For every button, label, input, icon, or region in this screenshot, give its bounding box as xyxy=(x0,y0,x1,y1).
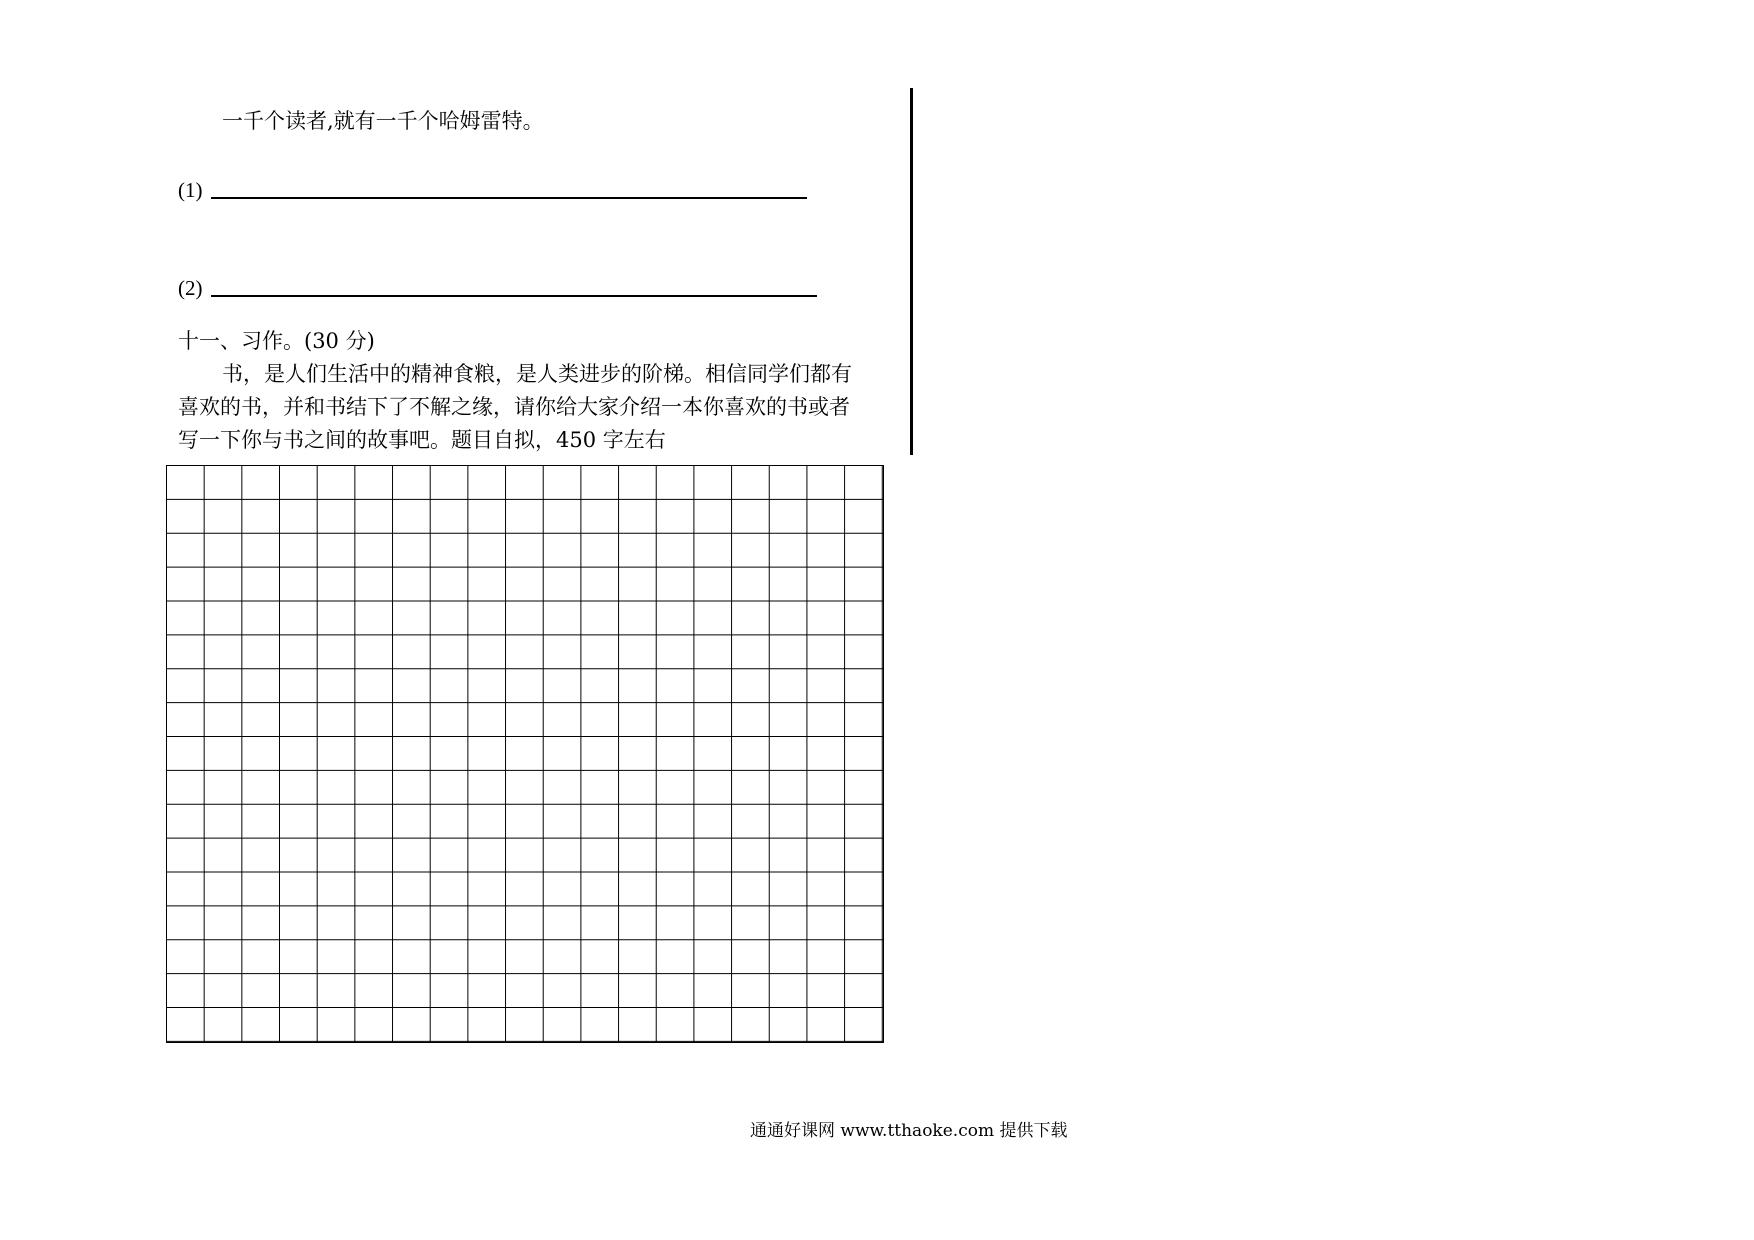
question-2-label: (2) xyxy=(178,276,203,300)
column-divider xyxy=(910,88,913,455)
composition-writing-grid[interactable] xyxy=(166,465,884,1043)
prompt-line-3: 写一下你与书之间的故事吧。题目自拟，450 字左右 xyxy=(178,428,666,452)
question-2-answer-line[interactable] xyxy=(211,295,817,297)
question-1-label: (1) xyxy=(178,178,203,202)
section-title: 十一、习作。(30 分) xyxy=(178,329,375,353)
footer-credit: 通通好课网 www.tthaoke.com 提供下载 xyxy=(750,1121,1068,1141)
prompt-line-2: 喜欢的书，并和书结下了不解之缘，请你给大家介绍一本你喜欢的书或者 xyxy=(178,395,850,419)
prompt-line-1: 书，是人们生活中的精神食粮，是人类进步的阶梯。相信同学们都有 xyxy=(222,362,852,386)
quote-text: 一千个读者,就有一千个哈姆雷特。 xyxy=(222,109,544,133)
question-1-answer-line[interactable] xyxy=(211,197,807,199)
